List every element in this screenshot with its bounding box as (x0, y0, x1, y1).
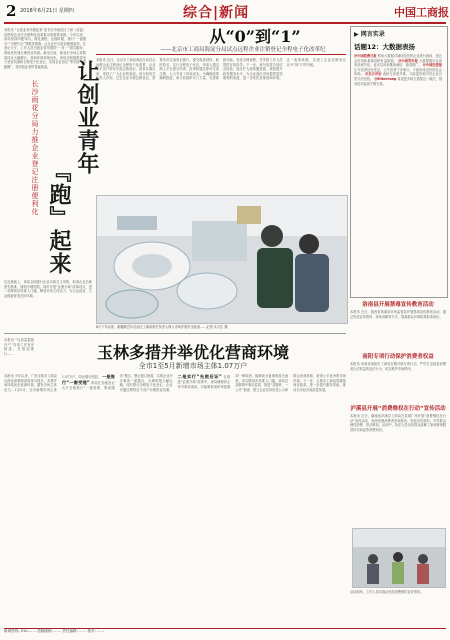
right-photo-caption: 活动现场，工作人员向群众发放消费维权宣传资料。 (350, 590, 424, 594)
commenter-name: @中国经营报 (422, 63, 442, 68)
commenter-name: @东方评论 (365, 72, 382, 77)
section-divider (4, 333, 346, 334)
right-box-headline: 话题12：大数据表扬 (354, 43, 416, 51)
commenter-name: @Elitechang (374, 76, 397, 81)
main-article-subtitle: ——北京市工商局海淀分局试点远程企业注销登记全程电子化改革纪 (160, 47, 326, 53)
newspaper-logo: 中国工商报 (394, 6, 449, 19)
left-feature-body: 本报讯 “让创业青年跑起来”是长沙市雨花区工商（质监）局围绕企业开办便利化改革推出的重要举措。今年以来，该局坚持问题导向，简化流程，压缩时限，推行“一窗通办”“全程代办”等服务措施，让企业开办更加便捷高效。在登记大厅，工作人员为创业青年提供“一对一”指导服务，帮助其快速办理营业执照。截至目前，新登记市场主体数量同比大幅增长，营商环境持续优化。该局还积极推进电子营业执照和全程电子化登记，实现企业登记“零见面”“零跑腿”，受到创业者的普遍欢迎。 (4, 28, 86, 69)
main-article-rule (96, 54, 346, 55)
left-feature-title-1: 让创业青年 (74, 60, 100, 175)
main-article-title: 从“0”到“1” (209, 27, 301, 46)
footer-text: 新闻热线: 010-…… 投稿邮箱: …… 责任编辑: …… 校对: …… (4, 629, 105, 633)
commenter-name: @中国消费日报 (354, 54, 377, 58)
second-article-title: 玉林多措并举优化营商环境 (96, 343, 289, 362)
commenter-name: @中国青年报 (398, 58, 418, 63)
page-number: 2 (6, 2, 17, 20)
right-news-3-body: 本报讯 近日，湖南省泸溪县工商局在县城广场开展“消费维权在行动”宣传活动，现场受理消费者咨询投诉，发放宣传资料，引导群众理性消费、依法维权。活动中，执法人员还向群众讲解了如何辨别假冒伪劣商品等消费知识。 (350, 414, 446, 432)
left-feature-continued: 在此基础上，该局全面推行企业名称自主申报，取消企业名称预先核准，缩短办理时限。同时开展“证照分离”改革试点，进一步降低市场准入门槛，释放市场主体活力，为大众创业、万众创新营造良好环境。 (4, 280, 92, 298)
left-feature-subtitle: 长沙雨花分局力推企业登记注册便利化 (31, 80, 39, 216)
main-article-body: 本报讯 近日，北京市工商局海淀分局试点远程企业注销登记全程电子化改革，企业足不出户即可完成注销登记。改革实施以来，受到了广大企业的欢迎。该分局有关负责人介绍，过去企业办理注销登记，需要多次往返登记窗口，提交纸质材料，耗时较长。实行全程电子化后，申请人通过网上平台提交申请，经审核通过即可完成注销，大大节省了时间成本。为确保改革顺利推进，该分局组织专门力量，完善系统功能，优化办理流程，并安排工作人员提供在线指导。下一步，该分局将总结试点经验，逐步扩大改革覆盖面，持续提升政务服务水平，为企业退出市场提供更加便利的渠道，进一步优化首都营商环境。这一改革举措，实现了企业注销登记从“0”到“1”的突破。 (96, 58, 346, 81)
section-title: 综合|新闻 (183, 5, 250, 21)
second-article-heading-2: 二是实行“先照后证” (177, 374, 222, 379)
second-article-body: 本报讯 今年以来，广西玉林市工商局以深化商事制度改革为抓手，多措并举持续优化营商环境，激发市场主体活力。1至5月，全市新增市场主体1.07万户，同比增长明显。 一是推行“一窗受理” 该局在各级登记大厅全面推行“一窗受理、集成服务”模式，整合窗口资源，实现企业开办事项一窗通办，办理时限大幅压缩。同时推行全程电子化登记，企业可通过网络足不出户办理营业执照。 二是实行“先照后证” 在推进“证照分离”改革中，该局梳理涉企许可事项清单，对能够取消的审批事项一律取消，能够改为备案的改为备案，切实降低市场准入门槛。该局还加强事中事后监管，推进“双随机、一公开”抽查，建立企业信用信息公示和联合惩戒机制，营造公平竞争的市场环境。下一步，玉林市工商局将继续深化改革，进一步提升服务效能，推动全市经济高质量发展。 (4, 374, 346, 392)
left-short-article: 本报讯 “以质量提振开户”各项工作有序推进，在基层推行…… (4, 338, 34, 356)
second-article-subtitle: 全市1至5月新增市场主体1.07万户 (138, 362, 248, 370)
news-photo (96, 195, 348, 324)
activity-photo-image (353, 529, 445, 587)
right-news-2-body: 本报讯 河南省南阳市工商局近期开展专项行动，严厉打击侵害消费者合法权益的违法行为，切实维护市场秩序。 (350, 362, 446, 371)
second-article-heading-1: 一是推行“一窗受理” (61, 374, 115, 385)
issue-date: 2018年6月21日 星期四 (20, 8, 74, 14)
left-feature-title-2: 『跑』起来 (46, 160, 72, 275)
page-footer (4, 628, 446, 639)
right-news-3-title: 泸溪县开展“消费维权在行动”宣传活动 (350, 406, 446, 412)
right-news-photo (352, 528, 446, 588)
right-box-body: @中国消费日报 利用大数据对诚信经营的企业进行表扬，是社会信用体系建设的有益探索。 @中国青年报 大数据既可以用来惩戒失信，也可以用来褒扬诚信，值得推广。 @中国经营报 让守信者处处受益，让失信者寸步难行，才能形成良好的社会风尚。 @东方评论 表扬与惩戒并重，才能更好地引导企业自觉守法经营。 @Elitechang 希望更多地方借鉴这一做法，推动信用监管不断完善。 (354, 54, 442, 86)
photo-caption: 6月下旬以来，新疆维吾尔自治区工商局相关负责人深入市场开展安全检查……记者 实习生 摄 (96, 325, 228, 329)
right-news-2-title: 南阳专项行动保护消费者权益 (362, 354, 434, 360)
right-news-1-title: 洛南县开展禁毒宣传教育活动 (362, 302, 434, 308)
right-news-1-body: 本报讯 近日，陕西省洛南县市场监管局开展禁毒宣传教育活动，通过发放宣传资料、现场讲解等方式，提高群众识毒防毒拒毒意识。 (350, 310, 446, 319)
inspection-scene-image (97, 196, 347, 323)
right-box-label: ▶ 网言实录 (354, 31, 385, 38)
